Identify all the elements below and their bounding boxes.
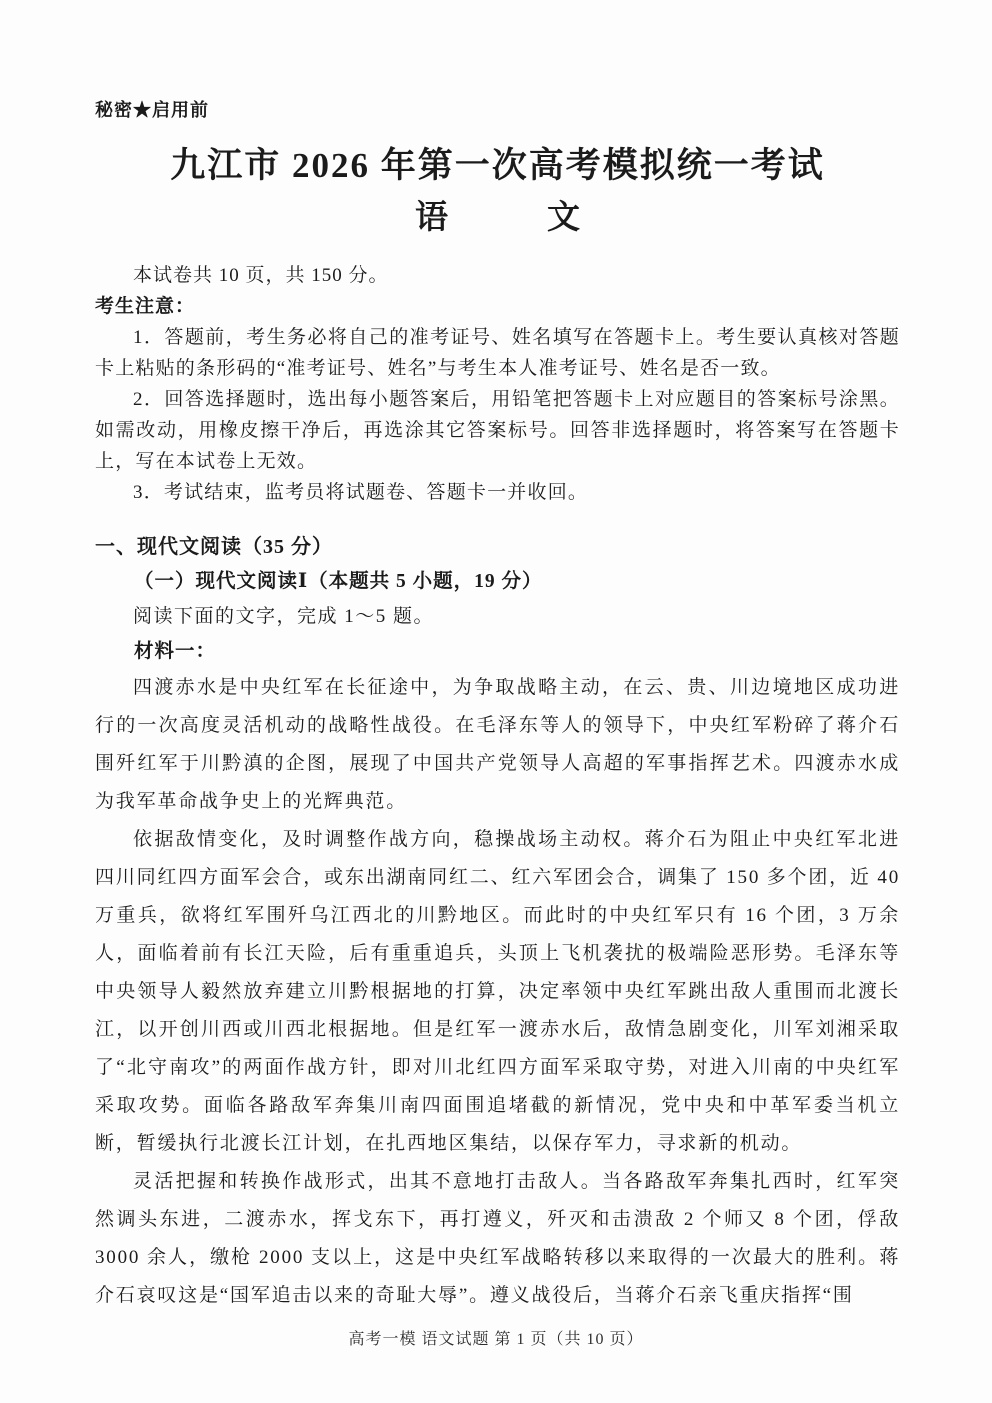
notice-item-1: 1．答题前，考生务必将自己的准考证号、姓名填写在答题卡上。考生要认真核对答题卡上粘贴的条形码的“准考证号、姓名”与考生本人准考证号、姓名是否一致。 [95,327,900,379]
material-1-label: 材料一： [134,641,217,662]
notice-item-3: 3．考试结束，监考员将试题卷、答题卡一并收回。 [133,482,589,503]
classification-label: 秘密★启用前 [95,100,209,120]
page-footer: 高考一模 语文试题 第 1 页（共 10 页） [348,1331,644,1348]
exam-title: 九江市 2026 年第一次高考模拟统一考试 [170,146,825,185]
material-paragraph-2: 依据敌情变化，及时调整作战方向，稳操战场主动权。蒋介石为阻止中央红军北进四川同红四方面军会合，或东出湖南同红二、红六军团会合，调集了 150 多个团，近 40 万重兵，欲将红军围歼乌江西北的川黔地区。而此时的中央红军只有 16 个团，3 万余人，面临着前有长江天险，后有重重追兵，头顶上飞机袭扰的极端险恶形势。毛泽东等中央领导人毅然放弃建立川黔根据地的打算，决定率领中央红军跳出敌人重围而北渡长江，以开创川西或川西北根据地。但是红军一渡赤水后，敌情急剧变化，川军刘湘采取了“北守南攻”的两面作战方针，即对川北红四方面军采取守势，对进入川南的中央红军采取攻势。面临各路敌军奔集川南四面围追堵截的新情况，党中央和中革军委当机立断，暂缓执行北渡长江计划，在扎西地区集结，以保存军力，寻求新的机动。 [95,829,900,1154]
subject-title: 语 文 [415,200,580,236]
candidate-notice-label: 考生注意： [95,296,196,317]
subsection-1-heading: （一）现代文阅读Ⅰ（本题共 5 小题，19 分） [134,571,543,592]
notice-item-2: 2．回答选择题时，选出每小题答案后，用铅笔把答题卡上对应题目的答案标号涂黑。如需改动，用橡皮擦干净后，再选涂其它答案标号。回答非选择题时，将答案写在答题卡上，写在本试卷上无效。 [95,389,900,472]
material-paragraph-1: 四渡赤水是中央红军在长征途中，为争取战略主动，在云、贵、川边境地区成功进行的一次高度灵活机动的战略性战役。在毛泽东等人的领导下，中央红军粉碎了蒋介石围歼红军于川黔滇的企图，展现了中国共产党领导人高超的军事指挥艺术。四渡赤水成为我军革命战争史上的光辉典范。 [95,677,900,812]
section-1-heading: 一、现代文阅读（35 分） [95,536,333,558]
reading-instruction: 阅读下面的文字，完成 1～5 题。 [133,606,435,627]
material-paragraph-3: 灵活把握和转换作战形式，出其不意地打击敌人。当各路敌军奔集扎西时，红军突然调头东进，二渡赤水，挥戈东下，再打遵义，歼灭和击溃敌 2 个师又 8 个团，俘敌 3000 余人，缴枪 2000 支以上，这是中央红军战略转移以来取得的一次最大的胜利。蒋介石哀叹这是“国军追击以来的奇耻大辱”。遵义战役后，当蒋介石亲飞重庆指挥“围 [95,1171,900,1306]
exam-info-line: 本试卷共 10 页，共 150 分。 [133,265,389,286]
